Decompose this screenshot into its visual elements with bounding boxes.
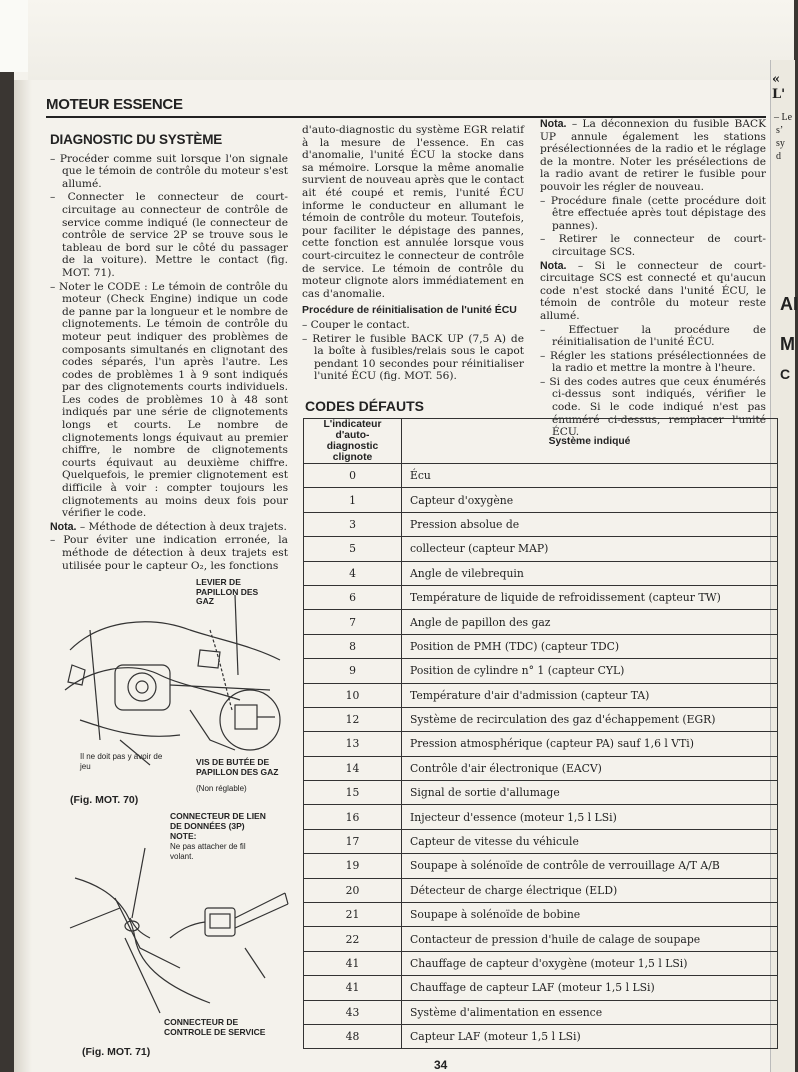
side-fragment: d bbox=[776, 151, 781, 162]
nota-label: Nota. bbox=[540, 118, 567, 130]
system-cell: Système de recirculation des gaz d'échappement (EGR) bbox=[402, 707, 778, 731]
code-cell: 1 bbox=[304, 488, 402, 512]
code-cell: 10 bbox=[304, 683, 402, 707]
system-cell: Température de liquide de refroidissement (capteur TW) bbox=[402, 585, 778, 609]
section-heading: DIAGNOSTIC DU SYSTÈME bbox=[50, 132, 223, 147]
column-2 bbox=[302, 124, 524, 384]
system-cell: Température d'air d'admission (capteur TA) bbox=[402, 683, 778, 707]
system-cell: Chauffage de capteur LAF (moteur 1,5 l LSi) bbox=[402, 976, 778, 1000]
paragraph: – Couper le contact. bbox=[302, 318, 410, 331]
system-cell: Contrôle d'air électronique (EACV) bbox=[402, 756, 778, 780]
figure-caption: (Fig. MOT. 71) bbox=[82, 1046, 151, 1058]
paragraph: d'auto-diagnostic du système EGR relatif à la mesure de l'essence. En cas d'anomalie, l'unité ÉCU la stocke dans sa mémoire. Lorsque la même anomalie survient de nouveau après que le contact ait été coupé et remis, l'unité ÉCU informe le conducteur en allumant le témoin de contrôle du moteur. Toutefois, pour faciliter le dépistage des pannes, cette fonction est annulée lorsque vous court-circuitez le connecteur de contrôle de service. Le témoin de contrôle du moteur clignote alors immédiatement en cas d'anomalie. bbox=[302, 124, 525, 300]
system-cell: Pression atmosphérique (capteur PA) sauf 1,6 l VTi) bbox=[402, 732, 778, 756]
code-cell: 48 bbox=[304, 1024, 402, 1048]
code-cell: 13 bbox=[304, 732, 402, 756]
table-row bbox=[304, 1000, 778, 1024]
code-cell: 5 bbox=[304, 537, 402, 561]
nota-text: – La déconnexion du fusible BACK UP annule également les stations présélectionnées de la radio et le réglage de la montre. Noter les présélections de la radio avant de retirer le fusible pour pouvoir les régler de nouveau. bbox=[540, 118, 766, 193]
table-row bbox=[304, 927, 778, 951]
table-row bbox=[304, 781, 778, 805]
table-row bbox=[304, 903, 778, 927]
code-cell: 17 bbox=[304, 829, 402, 853]
system-cell: Soupape à solénoïde de contrôle de verrouillage A/T A/B bbox=[402, 854, 778, 878]
table-row bbox=[304, 683, 778, 707]
code-cell: 43 bbox=[304, 1000, 402, 1024]
system-cell: Écu bbox=[402, 464, 778, 488]
table-row bbox=[304, 610, 778, 634]
table-row bbox=[304, 756, 778, 780]
paragraph: – Régler les stations présélectionnées de la radio et mettre la montre à l'heure. bbox=[540, 349, 766, 375]
system-cell: Angle de papillon des gaz bbox=[402, 610, 778, 634]
codes-title: CODES DÉFAUTS bbox=[305, 398, 425, 414]
system-cell: Système d'alimentation en essence bbox=[402, 1000, 778, 1024]
code-cell: 22 bbox=[304, 927, 402, 951]
column-header-code: L'indicateur d'auto-diagnostic clignote bbox=[304, 419, 402, 464]
label-throttle-stop-screw: VIS DE BUTÉE DE PAPILLON DES GAZ bbox=[196, 757, 279, 777]
nota-label: Nota. bbox=[540, 259, 567, 272]
paragraph: – Si des codes autres que ceux énumérés ci-dessus sont indiqués, vérifier le code. Si le code indiqué n'est pas énuméré ci-dessus, remplacer l'unité ÉCU. bbox=[540, 375, 766, 439]
side-fragment: M bbox=[780, 334, 795, 354]
system-cell: Capteur de vitesse du véhicule bbox=[402, 829, 778, 853]
paragraph: – Effectuer la procédure de réinitialisation de l'unité ÉCU. bbox=[540, 323, 766, 349]
label-not-adjustable: (Non réglable) bbox=[196, 784, 247, 793]
side-fragment: – Le bbox=[774, 112, 793, 123]
paragraph: – Connecter le connecteur de court-circuitage au connecteur de contrôle de service comme indiqué (le connecteur de contrôle de service 2P se trouve sous le tableau de bord sur le côté du passager de la voiture). Mettre le contact (fig. MOT. 71). bbox=[50, 191, 288, 279]
table-row bbox=[304, 488, 778, 512]
table-row bbox=[304, 951, 778, 975]
table-row bbox=[304, 707, 778, 731]
codes-table-body bbox=[304, 464, 778, 1049]
code-cell: 14 bbox=[304, 756, 402, 780]
column-header-system: Système indiqué bbox=[402, 419, 778, 464]
code-cell: 16 bbox=[304, 805, 402, 829]
table-row bbox=[304, 659, 778, 683]
nota-text: – Méthode de détection à deux trajets. bbox=[79, 520, 287, 533]
nota-label: Nota. bbox=[50, 520, 77, 533]
side-fragment: AI bbox=[780, 294, 798, 314]
label-data-link-connector: CONNECTEUR DE LIEN DE DONNÉES (3P) bbox=[170, 811, 266, 831]
label-note-title: NOTE: bbox=[170, 831, 197, 841]
side-fragment: C bbox=[780, 366, 791, 382]
next-page-fragment: « L' bbox=[772, 72, 786, 102]
code-cell: 19 bbox=[304, 854, 402, 878]
table-row bbox=[304, 732, 778, 756]
table-row bbox=[304, 805, 778, 829]
system-cell: Contacteur de pression d'huile de calage de soupape bbox=[402, 927, 778, 951]
label-note-text: Ne pas attacher de fil volant. bbox=[170, 842, 246, 861]
code-cell: 41 bbox=[304, 951, 402, 975]
side-fragment: sy bbox=[776, 138, 785, 149]
table-row bbox=[304, 634, 778, 658]
code-cell: 15 bbox=[304, 781, 402, 805]
code-cell: 20 bbox=[304, 878, 402, 902]
paragraph: – Procéder comme suit lorsque l'on signale que le témoin de contrôle du moteur s'est allumé. bbox=[50, 152, 288, 190]
section-header: MOTEUR ESSENCE bbox=[46, 96, 183, 113]
table-row bbox=[304, 537, 778, 561]
system-cell: collecteur (capteur MAP) bbox=[402, 537, 778, 561]
system-cell: Position de PMH (TDC) (capteur TDC) bbox=[402, 634, 778, 658]
code-cell: 41 bbox=[304, 976, 402, 1000]
table-row bbox=[304, 585, 778, 609]
nota bbox=[50, 521, 288, 534]
code-cell: 9 bbox=[304, 659, 402, 683]
codes-table bbox=[303, 418, 778, 1049]
paragraph: – Pour éviter une indication erronée, la méthode de détection à deux trajets est utilisée pour le capteur O₂, les fonctions bbox=[50, 534, 288, 572]
system-cell: Position de cylindre n° 1 (capteur CYL) bbox=[402, 659, 778, 683]
nota bbox=[540, 118, 766, 194]
nota bbox=[540, 260, 766, 323]
side-fragment: s’ bbox=[776, 125, 784, 136]
system-cell: Capteur LAF (moteur 1,5 l LSi) bbox=[402, 1024, 778, 1048]
table-row bbox=[304, 561, 778, 585]
code-cell: 0 bbox=[304, 464, 402, 488]
code-cell: 12 bbox=[304, 707, 402, 731]
system-cell: Angle de vilebrequin bbox=[402, 561, 778, 585]
system-cell: Chauffage de capteur d'oxygène (moteur 1,5 l LSi) bbox=[402, 951, 778, 975]
paragraph: – Procédure finale (cette procédure doit être effectuée après tout dépistage des pannes). bbox=[540, 194, 766, 232]
code-cell: 7 bbox=[304, 610, 402, 634]
code-cell: 4 bbox=[304, 561, 402, 585]
code-cell: 6 bbox=[304, 585, 402, 609]
system-cell: Injecteur d'essence (moteur 1,5 l LSi) bbox=[402, 805, 778, 829]
table-row bbox=[304, 829, 778, 853]
subheading: Procédure de réinitialisation de l'unité ÉCU bbox=[302, 304, 517, 317]
code-cell: 8 bbox=[304, 634, 402, 658]
column-1 bbox=[50, 134, 288, 573]
figure-caption: (Fig. MOT. 70) bbox=[70, 794, 139, 806]
column-3 bbox=[540, 118, 766, 440]
paragraph: – Retirer le fusible BACK UP (7,5 A) de la boîte à fusibles/relais sous le capot pendant 10 secondes pour réinitialiser l'unité ÉCU (fig. MOT. 56). bbox=[302, 332, 524, 383]
page-top-strip bbox=[28, 0, 794, 80]
code-cell: 21 bbox=[304, 903, 402, 927]
system-cell: Détecteur de charge électrique (ELD) bbox=[402, 878, 778, 902]
table-header-row bbox=[304, 419, 778, 464]
paragraph: – Noter le CODE : Le témoin de contrôle du moteur (Check Engine) indique un code de panne par la longueur et le nombre de clignotements. Le témoin de contrôle du moteur peut indiquer des problèmes de composants simultanés en clignotant des codes séparés, l'un après l'autre. Les codes de problèmes 1 à 9 sont indiqués par des clignotements courts individuels. Les codes de problèmes 10 à 48 sont indiqués par une série de clignotements longs et courts. Le nombre de clignotements longs équivaut au premier chiffre, le nombre de clignotements courts équivaut au deuxième chiffre. Quelquefois, le premier clignotement est difficile à voir : compter toujours les clignotements au moins deux fois pour vérifier le code. bbox=[50, 280, 288, 520]
table-row bbox=[304, 878, 778, 902]
label-throttle-lever: LEVIER DE PAPILLON DES GAZ bbox=[196, 577, 259, 606]
page-number: 34 bbox=[434, 1058, 448, 1072]
system-cell: Capteur d'oxygène bbox=[402, 488, 778, 512]
code-cell: 3 bbox=[304, 512, 402, 536]
throttle-body-illustration bbox=[60, 590, 295, 775]
page-binding-edge bbox=[14, 80, 32, 1072]
table-row bbox=[304, 976, 778, 1000]
service-connector-illustration bbox=[70, 838, 300, 1018]
table-row bbox=[304, 854, 778, 878]
paragraph: – Retirer le connecteur de court-circuitage SCS. bbox=[540, 233, 766, 258]
system-cell: Signal de sortie d'allumage bbox=[402, 781, 778, 805]
label-service-connector: CONNECTEUR DE CONTROLE DE SERVICE bbox=[164, 1017, 266, 1037]
table-row bbox=[304, 464, 778, 488]
table-row bbox=[304, 1024, 778, 1048]
system-cell: Pression absolue de bbox=[402, 512, 778, 536]
table-row bbox=[304, 512, 778, 536]
system-cell: Soupape à solénoïde de bobine bbox=[402, 903, 778, 927]
label-no-play: Il ne doit pas y avoir de jeu bbox=[80, 752, 163, 771]
nota-text: – Si le connecteur de court-circuitage SCS est connecté et qu'aucun code n'est stocké dans l'unité ÉCU, le témoin de contrôle du moteur reste allumé. bbox=[540, 259, 766, 322]
